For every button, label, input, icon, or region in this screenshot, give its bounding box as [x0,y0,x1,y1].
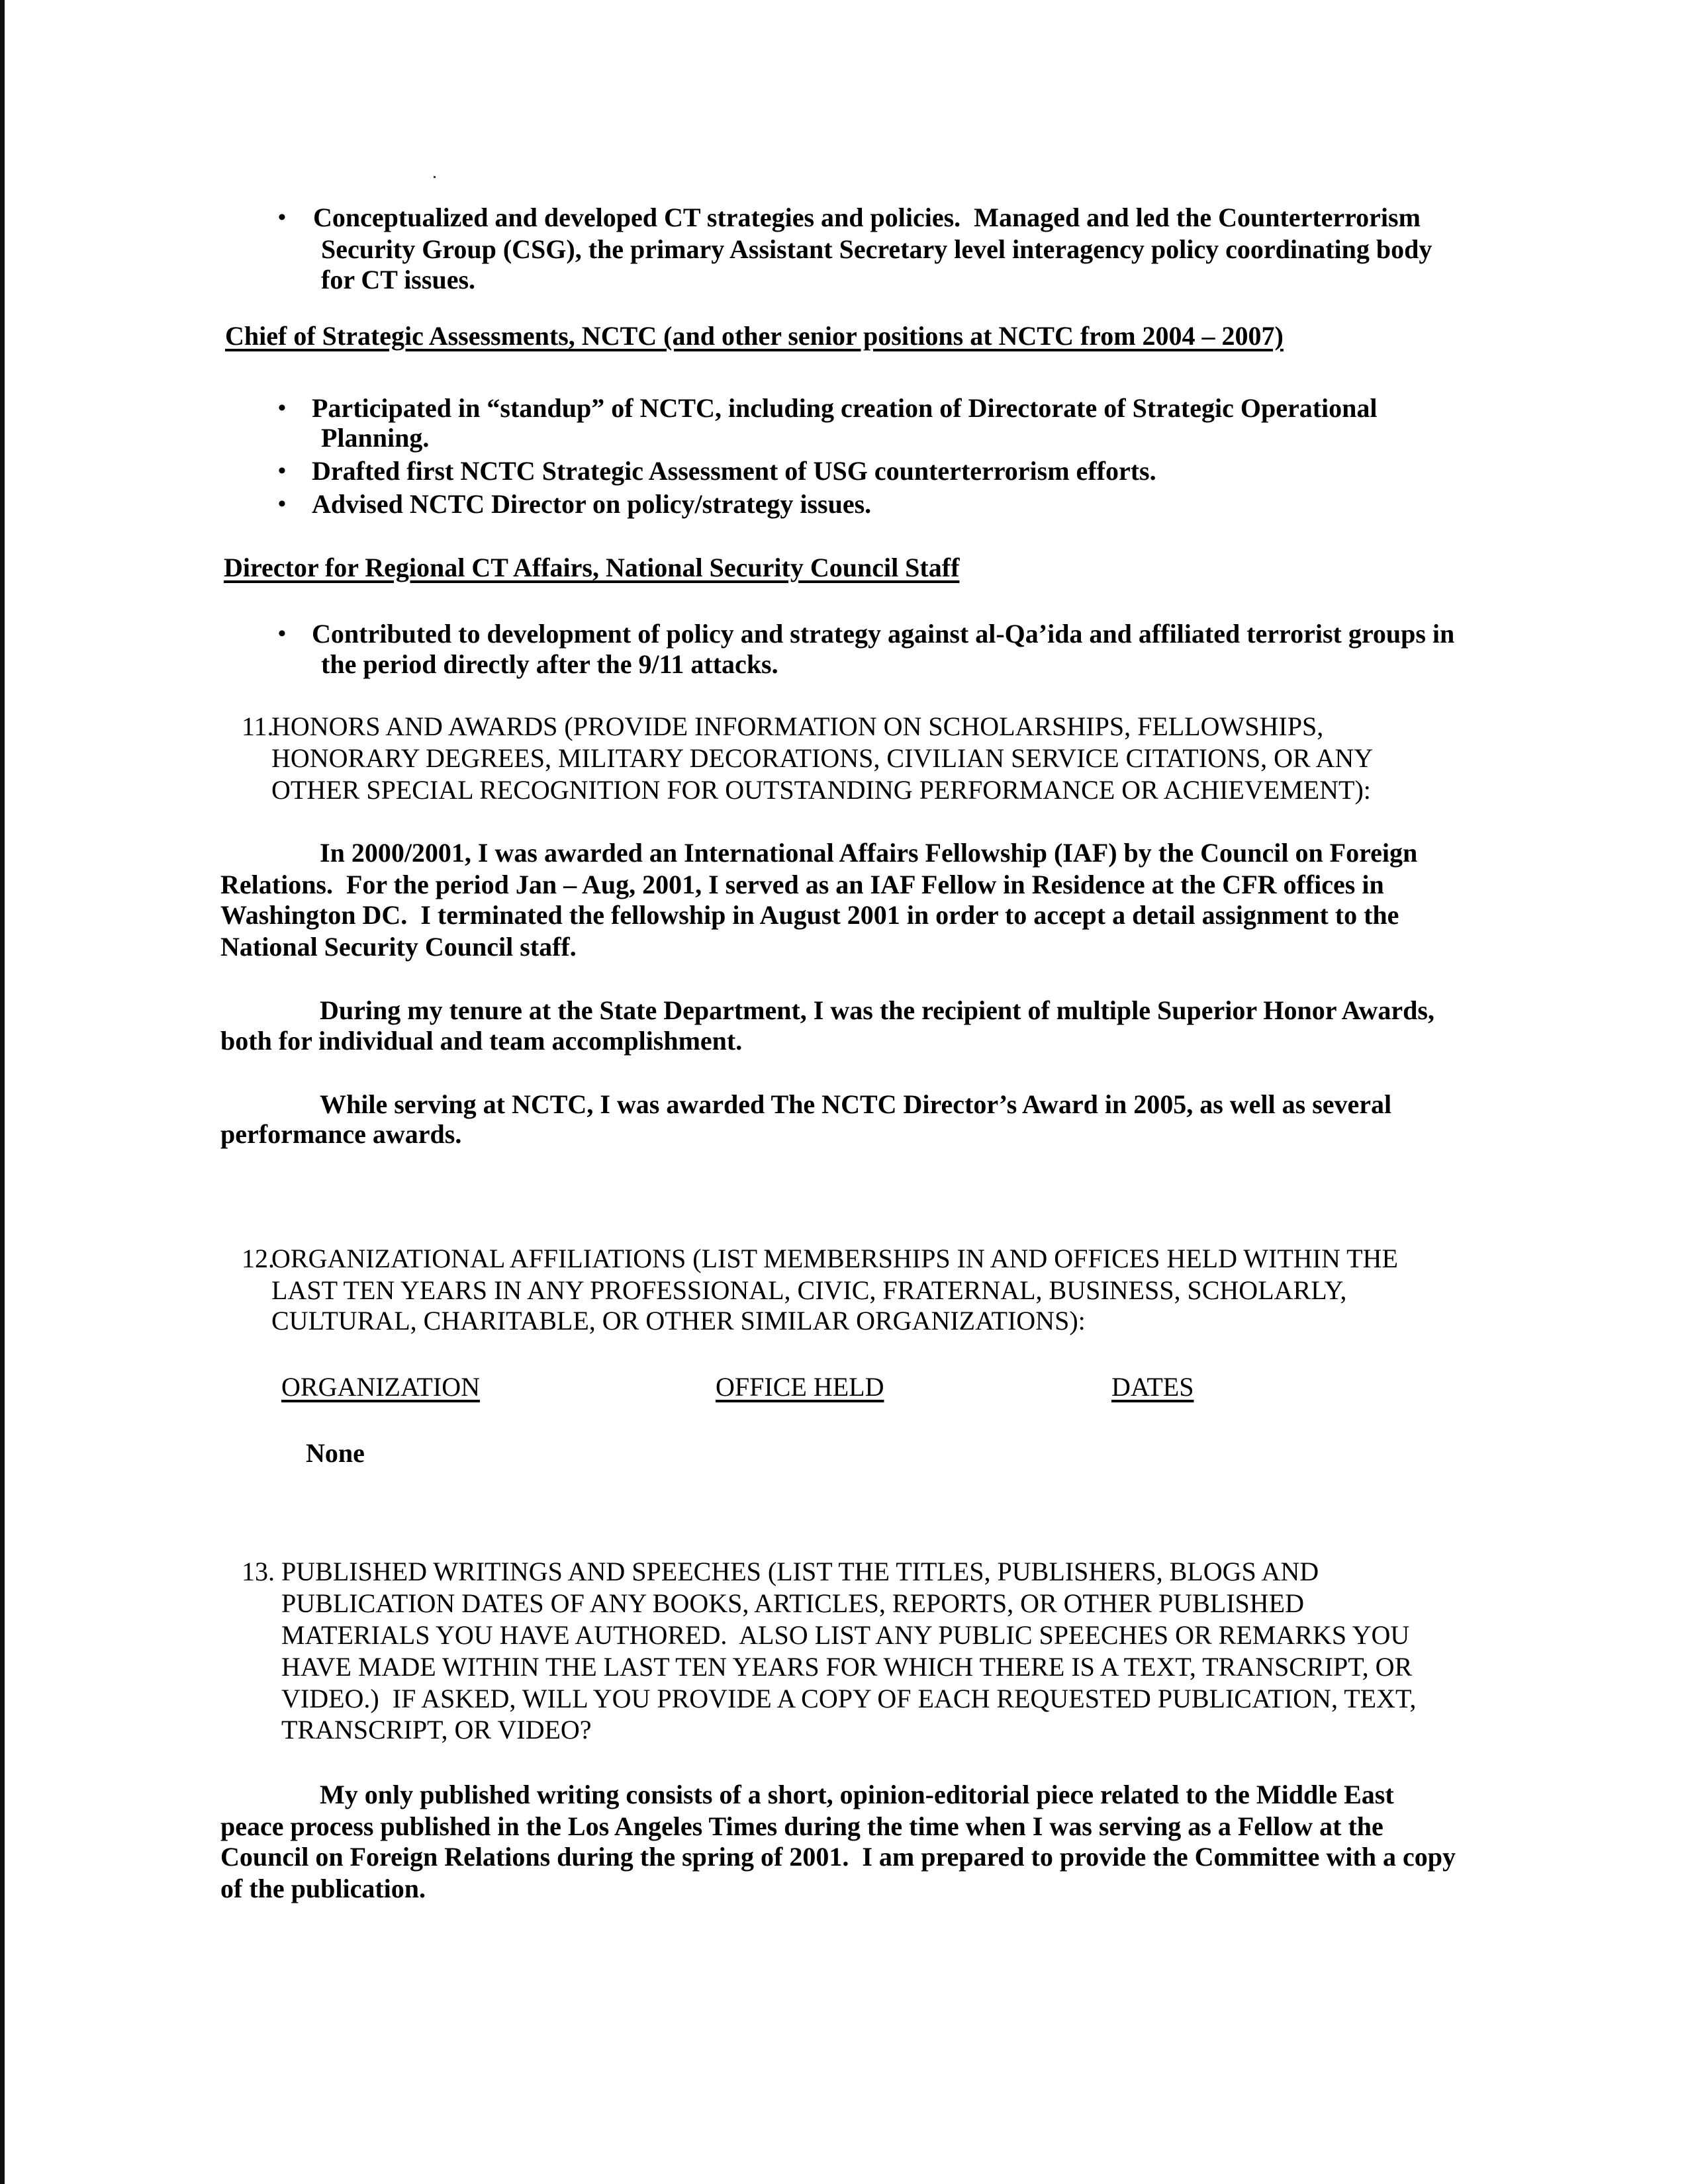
section-heading: Director for Regional CT Affairs, National Security Council Staff [224,553,960,582]
answer-text: Washington DC. I terminated the fellowship in August 2001 in order to accept a detail assignment to the [220,900,1399,930]
bullet-icon: • [278,205,286,230]
question-text: TRANSCRIPT, OR VIDEO? [281,1715,592,1745]
column-header-office-held: OFFICE HELD [716,1372,884,1402]
answer-text: None [306,1438,365,1468]
answer-text: In 2000/2001, I was awarded an International Affairs Fellowship (IAF) by the Council on Foreign [320,838,1418,868]
bullet-text: the period directly after the 9/11 attacks. [321,649,778,679]
bullet-text: Participated in “standup” of NCTC, including creation of Directorate of Strategic Operational [312,393,1378,423]
question-text: CULTURAL, CHARITABLE, OR OTHER SIMILAR ORGANIZATIONS): [271,1306,1086,1336]
column-header-organization: ORGANIZATION [281,1372,480,1402]
answer-text: peace process published in the Los Angeles Times during the time when I was serving as a Fellow at the [220,1811,1383,1841]
section-number: 13. [242,1557,275,1586]
answer-text: Relations. For the period Jan – Aug, 2001, I served as an IAF Fellow in Residence at the CFR offices in [220,870,1384,899]
question-text: PUBLICATION DATES OF ANY BOOKS, ARTICLES, REPORTS, OR OTHER PUBLISHED [281,1588,1304,1618]
bullet-text: Drafted first NCTC Strategic Assessment of USG counterterrorism efforts. [312,456,1156,486]
column-header-dates: DATES [1111,1372,1194,1402]
question-text: PUBLISHED WRITINGS AND SPEECHES (LIST THE TITLES, PUBLISHERS, BLOGS AND [281,1557,1319,1586]
answer-text: My only published writing consists of a short, opinion-editorial piece related to the Middle East [320,1780,1394,1809]
bullet-text: Security Group (CSG), the primary Assistant Secretary level interagency policy coordinating body [321,234,1432,264]
answer-text: During my tenure at the State Department, I was the recipient of multiple Superior Honor Awards, [320,995,1434,1025]
section-number: 11. [242,711,274,741]
answer-text: both for individual and team accomplishment. [220,1026,743,1056]
question-text: ORGANIZATIONAL AFFILIATIONS (LIST MEMBERSHIPS IN AND OFFICES HELD WITHIN THE [271,1244,1398,1273]
answer-text: While serving at NCTC, I was awarded The NCTC Director’s Award in 2005, as well as several [320,1089,1392,1119]
section-number: 12. [242,1244,275,1273]
scan-speck [434,176,436,178]
answer-text: performance awards. [220,1119,462,1149]
bullet-icon: • [278,459,286,483]
question-text: VIDEO.) IF ASKED, WILL YOU PROVIDE A COPY OF EACH REQUESTED PUBLICATION, TEXT, [281,1684,1417,1713]
question-text: HONORARY DEGREES, MILITARY DECORATIONS, CIVILIAN SERVICE CITATIONS, OR ANY [271,743,1374,773]
scan-edge [0,0,5,2184]
bullet-icon: • [278,396,286,420]
question-text: LAST TEN YEARS IN ANY PROFESSIONAL, CIVIC, FRATERNAL, BUSINESS, SCHOLARLY, [271,1275,1347,1305]
question-text: OTHER SPECIAL RECOGNITION FOR OUTSTANDING PERFORMANCE OR ACHIEVEMENT): [271,775,1371,805]
bullet-text: Contributed to development of policy and strategy against al-Qa’ida and affiliated terrorist groups in [312,619,1455,649]
bullet-icon: • [278,492,286,516]
section-heading: Chief of Strategic Assessments, NCTC (and other senior positions at NCTC from 2004 – 2007) [225,321,1284,351]
bullet-text: for CT issues. [321,265,476,295]
question-text: HONORS AND AWARDS (PROVIDE INFORMATION ON SCHOLARSHIPS, FELLOWSHIPS, [271,711,1324,741]
question-text: HAVE MADE WITHIN THE LAST TEN YEARS FOR WHICH THERE IS A TEXT, TRANSCRIPT, OR [281,1652,1413,1682]
answer-text: National Security Council staff. [220,932,577,962]
bullet-icon: • [278,621,286,646]
question-text: MATERIALS YOU HAVE AUTHORED. ALSO LIST ANY PUBLIC SPEECHES OR REMARKS YOU [281,1620,1410,1650]
answer-text: of the publication. [220,1874,426,1903]
bullet-text: Conceptualized and developed CT strategies and policies. Managed and led the Counterterrorism [313,203,1421,232]
bullet-text: Planning. [321,423,430,453]
answer-text: Council on Foreign Relations during the spring of 2001. I am prepared to provide the Committee with a copy [220,1842,1456,1872]
bullet-text: Advised NCTC Director on policy/strategy issues. [312,489,872,519]
